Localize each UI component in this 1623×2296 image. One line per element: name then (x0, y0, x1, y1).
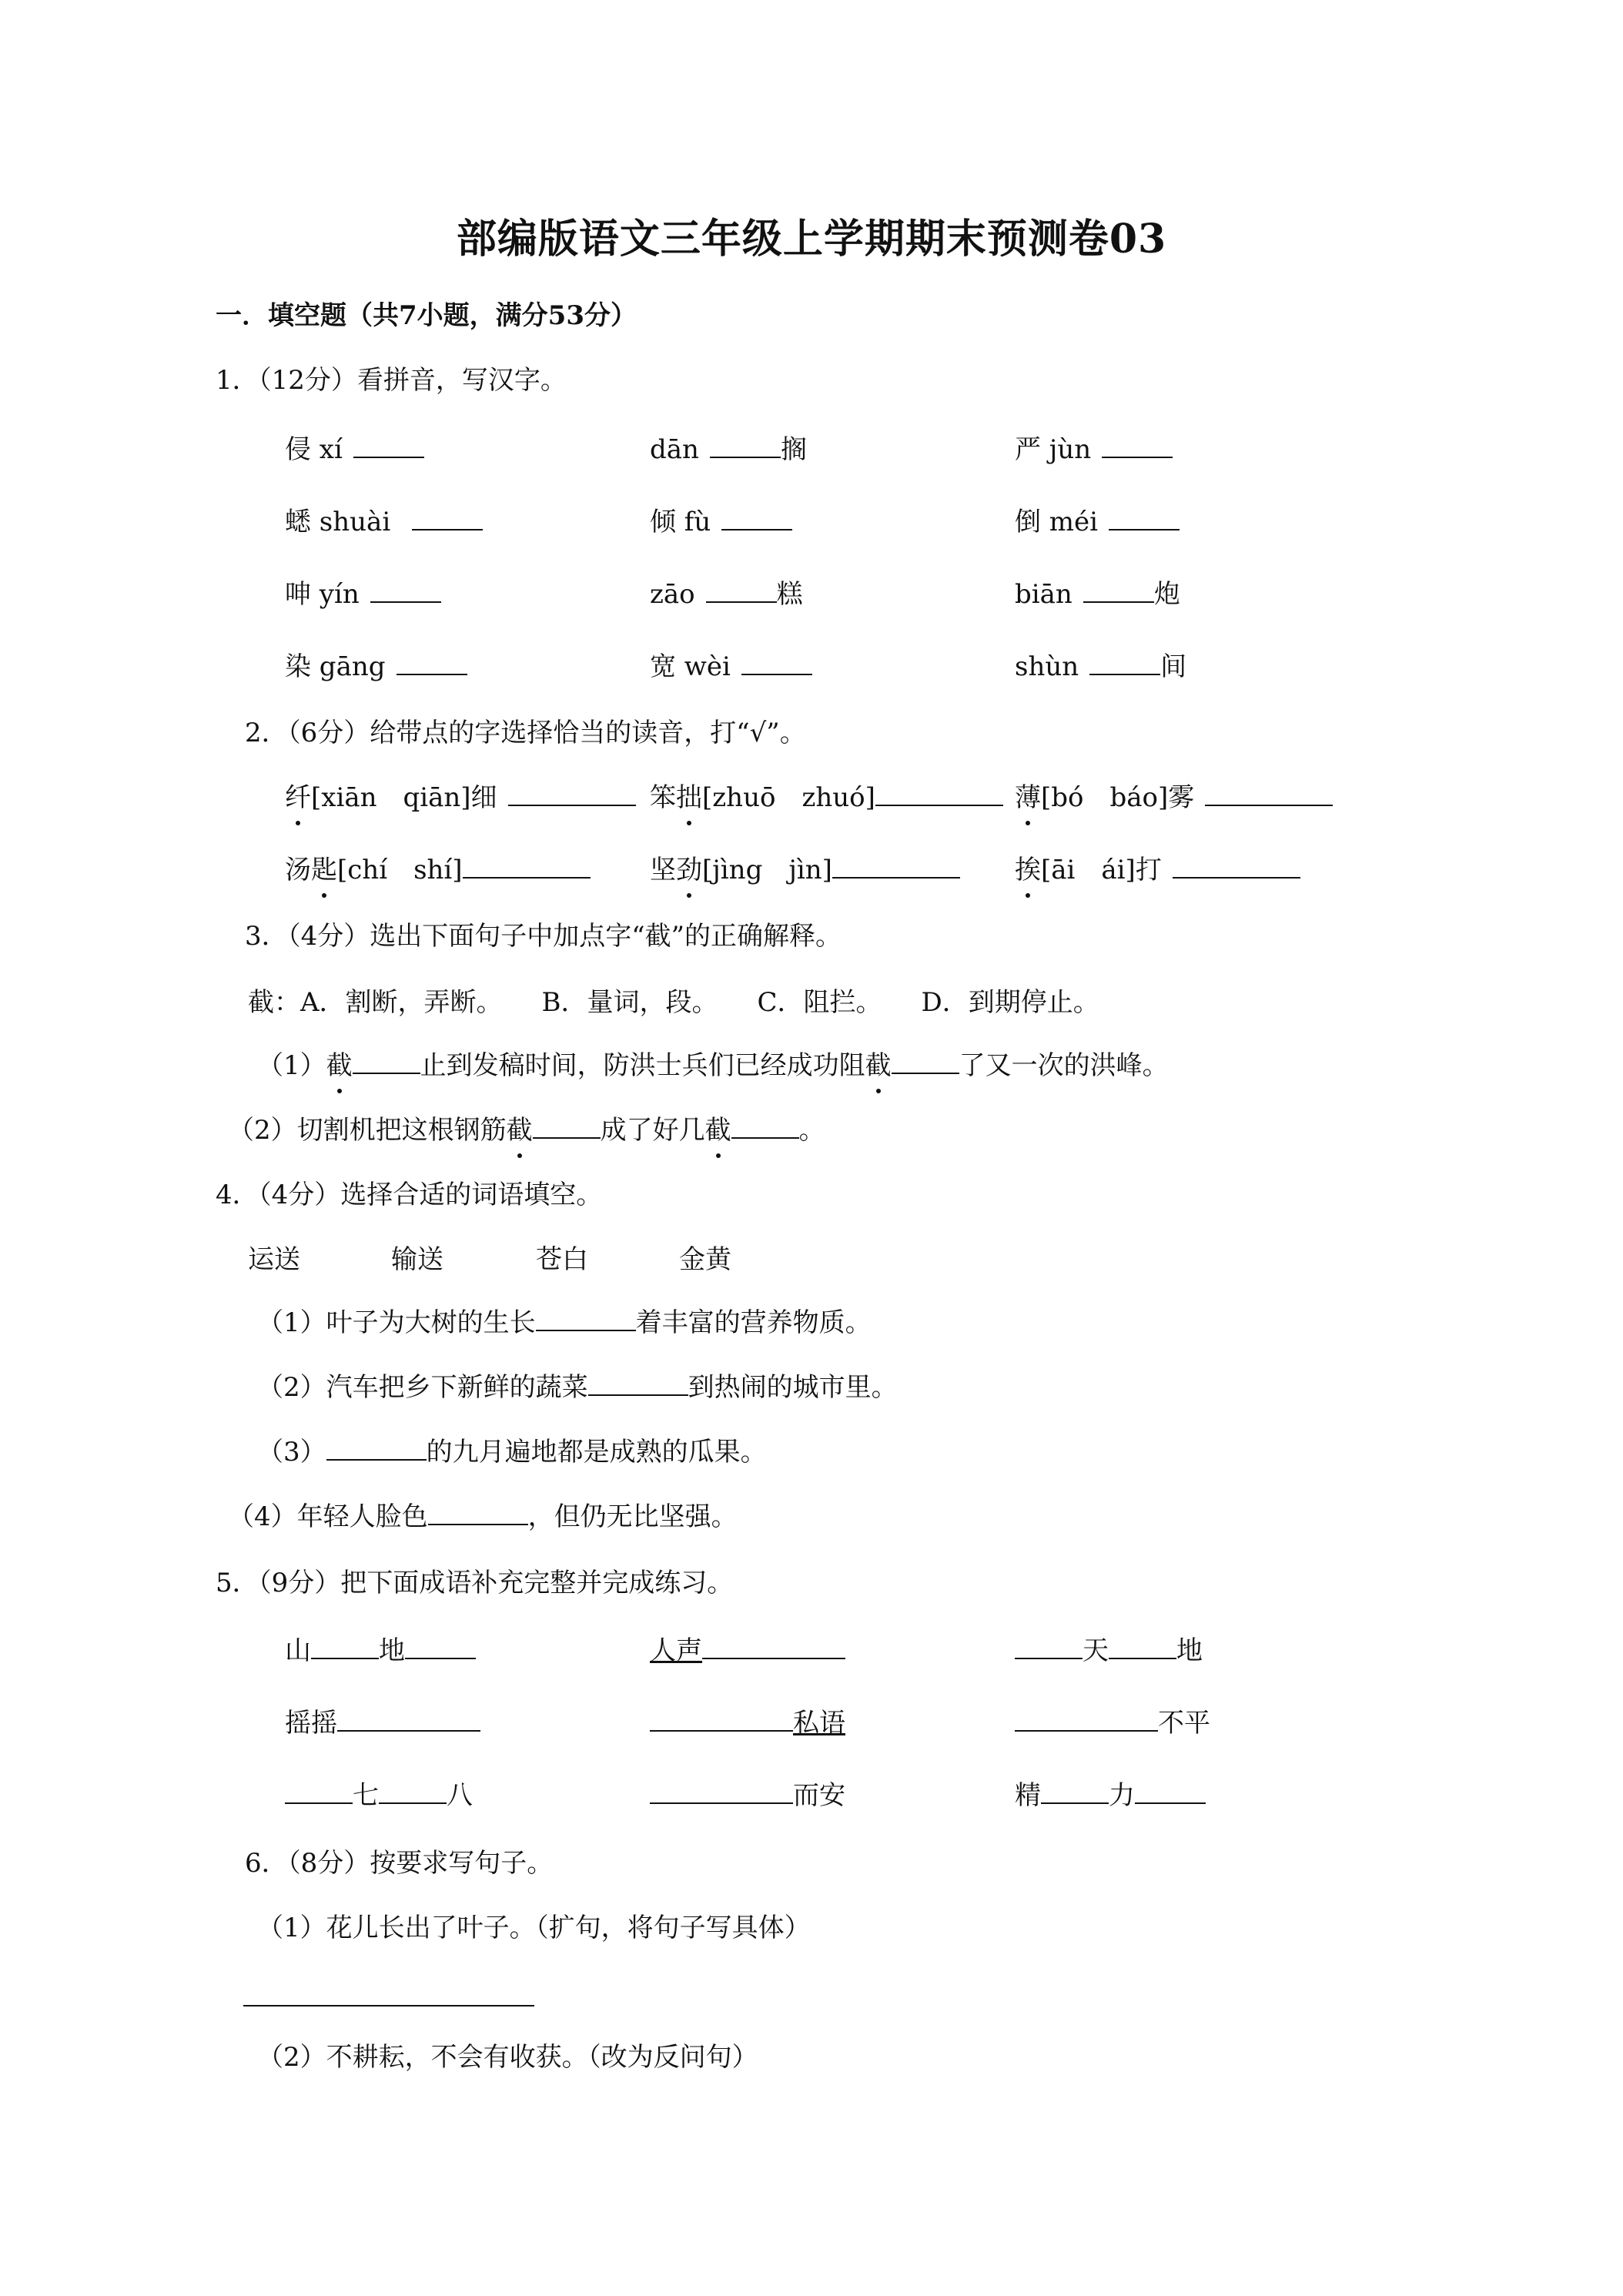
q3-sentence-1: （1）截 止到发稿时间，防洪士兵们已经成功阻截 了又一次的洪峰。 (257, 1050, 1169, 1081)
answer-blank[interactable] (533, 1114, 601, 1139)
section-heading: 一．填空题（共7小题，满分53分） (216, 300, 637, 331)
q1-item: 严 jùn (1015, 433, 1173, 467)
q4-sentence-1: （1）叶子为大树的生长 着丰富的营养物质。 (257, 1307, 872, 1338)
idiom-item: 不平 (1015, 1706, 1210, 1740)
q1-item: shùn 间 (1015, 651, 1187, 682)
answer-blank[interactable] (326, 1436, 427, 1461)
idiom-item: 精 力 (1015, 1779, 1206, 1812)
q1-item: 宽 wèi (650, 650, 812, 684)
q6-prompt-1: （1）花儿长出了叶子。（扩句，将句子写具体） (257, 1913, 811, 1943)
idiom-item: 天 地 (1015, 1634, 1203, 1668)
answer-blank[interactable] (379, 1779, 447, 1804)
idiom-item: 而安 (650, 1779, 845, 1812)
q4-stem: 4．（4分）选择合适的词语填空。 (216, 1180, 603, 1210)
idiom-item: 七 八 (285, 1779, 473, 1812)
q1-item: 侵 xí (285, 433, 424, 467)
answer-blank[interactable] (412, 506, 483, 530)
answer-blank[interactable] (588, 1371, 688, 1396)
word-option: 输送 (391, 1244, 443, 1275)
q4-sentence-2: （2）汽车把乡下新鲜的蔬菜 到热闹的城市里。 (257, 1372, 898, 1403)
q1-item: 倾 fù (650, 505, 792, 539)
q2-item: 纤[xiān qiān]细 (285, 781, 636, 815)
q1-item: biān 炮 (1015, 579, 1180, 610)
q3-sentence-2: （2）切割机把这根钢筋截 成了好几截 。 (228, 1115, 825, 1146)
answer-blank[interactable] (353, 1049, 420, 1074)
q1-item: zāo 糕 (650, 579, 803, 610)
idiom-item: 摇摇 (285, 1706, 480, 1740)
answer-blank[interactable] (875, 782, 1003, 806)
q2-item: 薄[bó báo]雾 (1015, 781, 1333, 815)
answer-blank[interactable] (1135, 1779, 1206, 1804)
answer-blank[interactable] (285, 1779, 353, 1804)
q3-options: 截：A．割断，弄断。 B．量词，段。 C．阻拦。 D．到期停止。 (248, 987, 1099, 1018)
q1-item: dān 搁 (650, 434, 807, 465)
answer-blank[interactable] (508, 782, 636, 806)
exam-title: 部编版语文三年级上学期期末预测卷03 (456, 216, 1167, 263)
answer-blank[interactable] (405, 1635, 476, 1659)
answer-blank[interactable] (353, 433, 424, 458)
answer-blank[interactable] (1015, 1707, 1158, 1732)
answer-blank[interactable] (1015, 1635, 1083, 1659)
answer-blank[interactable] (741, 651, 812, 675)
q1-item: 染 gāng (285, 650, 467, 684)
answer-blank[interactable] (650, 1707, 793, 1732)
answer-blank[interactable] (1102, 433, 1173, 458)
answer-line[interactable] (243, 2005, 534, 2006)
answer-blank[interactable] (710, 433, 781, 458)
answer-blank[interactable] (428, 1501, 528, 1525)
idiom-item: 私语 (650, 1706, 845, 1740)
answer-blank[interactable] (832, 854, 960, 879)
q3-stem: 3．（4分）选出下面句子中加点字“截”的正确解释。 (245, 921, 842, 952)
q2-item: 汤匙[chí shí] (285, 853, 591, 887)
idiom-item: 山 地 (285, 1634, 476, 1668)
answer-blank[interactable] (311, 1635, 379, 1659)
word-option: 金黄 (679, 1244, 731, 1275)
q1-item: 倒 méi (1015, 505, 1180, 539)
answer-blank[interactable] (1041, 1779, 1109, 1804)
q4-sentence-4: （4）年轻人脸色 ，但仍无比坚强。 (228, 1501, 738, 1532)
answer-blank[interactable] (1089, 651, 1160, 675)
q2-item: 坚劲[jìng jìn] (650, 853, 960, 887)
answer-blank[interactable] (1083, 578, 1154, 603)
answer-blank[interactable] (463, 854, 591, 879)
word-option: 苍白 (536, 1244, 588, 1275)
q6-stem: 6．（8分）按要求写句子。 (245, 1848, 554, 1879)
answer-blank[interactable] (731, 1114, 799, 1139)
answer-blank[interactable] (536, 1307, 636, 1331)
q1-stem: 1．（12分）看拼音，写汉字。 (216, 365, 567, 396)
answer-blank[interactable] (397, 651, 467, 675)
answer-blank[interactable] (1109, 506, 1180, 530)
q2-item: 挨[āi ái]打 (1015, 853, 1300, 887)
answer-blank[interactable] (1109, 1635, 1176, 1659)
answer-blank[interactable] (892, 1049, 959, 1074)
answer-blank[interactable] (1205, 782, 1333, 806)
answer-blank[interactable] (370, 578, 441, 603)
q6-prompt-2: （2）不耕耘，不会有收获。（改为反问句） (257, 2042, 758, 2073)
q4-sentence-3: （3） 的九月遍地都是成熟的瓜果。 (257, 1437, 767, 1468)
answer-blank[interactable] (706, 578, 777, 603)
q1-item: 蟋 shuài (285, 505, 483, 539)
word-option: 运送 (248, 1244, 300, 1275)
q5-stem: 5．（9分）把下面成语补充完整并完成练习。 (216, 1568, 734, 1598)
answer-blank[interactable] (721, 506, 792, 530)
q1-item: 呻 yín (285, 577, 441, 611)
q2-stem: 2．（6分）给带点的字选择恰当的读音，打“√”。 (245, 718, 806, 748)
q2-item: 笨拙[zhuō zhuó] (650, 781, 1003, 815)
idiom-item: 人声 (650, 1634, 845, 1668)
answer-blank[interactable] (337, 1707, 480, 1732)
answer-blank[interactable] (702, 1635, 845, 1659)
answer-blank[interactable] (650, 1779, 793, 1804)
answer-blank[interactable] (1173, 854, 1300, 879)
